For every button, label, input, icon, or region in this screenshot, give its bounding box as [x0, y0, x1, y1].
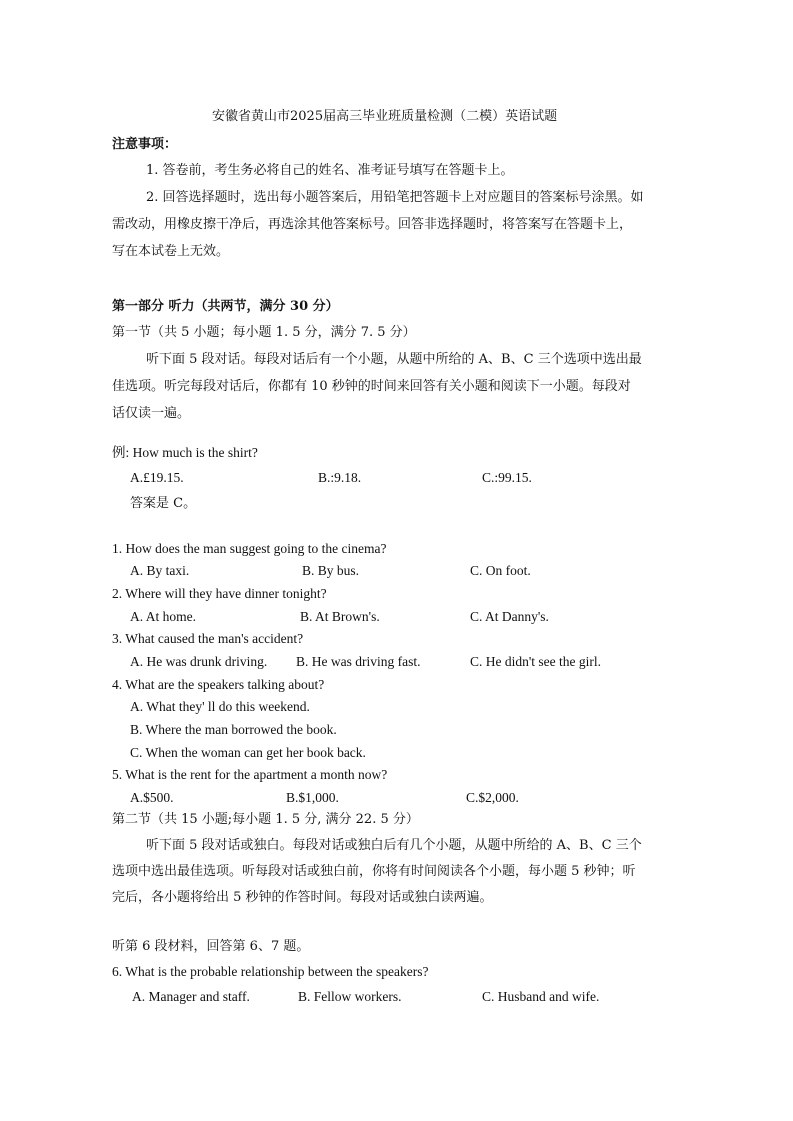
material-6-label: 听第 6 段材料，回答第 6、7 题。	[112, 939, 310, 954]
page-title: 安徽省黄山市2025届高三毕业班质量检测（二模）英语试题	[212, 109, 558, 124]
section1-instruction-line-1: 听下面 5 段对话。每段对话后有一个小题，从题中所给的 A、B、C 三个选项中选出最	[146, 352, 642, 367]
question-5-option-c: C.$2,000.	[466, 790, 519, 805]
question-3: 3. What caused the man's accident?	[112, 631, 304, 646]
question-4-option-c: C. When the woman can get her book back.	[130, 745, 366, 760]
question-2: 2. Where will they have dinner tonight?	[112, 586, 327, 601]
example-answer: 答案是 C。	[130, 496, 197, 511]
question-6-option-a: A. Manager and staff.	[132, 989, 250, 1004]
question-1-option-b: B. By bus.	[302, 563, 360, 578]
question-2-option-b: B. At Brown's.	[300, 609, 380, 624]
question-4-option-b: B. Where the man borrowed the book.	[130, 722, 337, 737]
notice-item-2-line-1: 2. 回答选择题时，选出每小题答案后，用铅笔把答题卡上对应题目的答案标号涂黑。如	[146, 190, 644, 205]
question-5-option-a: A.$500.	[130, 790, 174, 805]
question-4-option-a: A. What they' ll do this weekend.	[130, 699, 310, 714]
notice-item-2-line-2: 需改动，用橡皮擦干净后，再选涂其他答案标号。回答非选择题时，将答案写在答题卡上，	[112, 217, 633, 232]
notice-heading: 注意事项：	[112, 137, 178, 152]
example-option-b: B.:9.18.	[318, 470, 362, 485]
question-3-option-c: C. He didn't see the girl.	[470, 654, 602, 669]
section2-heading: 第二节（共 15 小题;每小题 1. 5 分, 满分 22. 5 分）	[112, 812, 419, 827]
example-option-c: C.:99.15.	[482, 470, 532, 485]
question-5: 5. What is the rent for the apartment a month now?	[112, 767, 388, 782]
section1-heading: 第一节（共 5 小题；每小题 1. 5 分，满分 7. 5 分）	[112, 325, 416, 340]
question-3-option-a: A. He was drunk driving.	[130, 654, 268, 669]
question-1: 1. How does the man suggest going to the cinema?	[112, 541, 387, 556]
example-option-a: A.£19.15.	[130, 470, 184, 485]
part1-heading: 第一部分 听力（共两节，满分 30 分）	[112, 299, 339, 314]
section1-instruction-line-3: 话仅读一遍。	[112, 406, 191, 421]
section2-instruction-line-1: 听下面 5 段对话或独白。每段对话或独白后有几个小题，从题中所给的 A、B、C 三个	[146, 838, 642, 853]
section2-instruction-line-2: 选项中选出最佳选项。听每段对话或独白前，你将有时间阅读各个小题，每小题 5 秒钟；听	[112, 864, 636, 879]
question-2-option-a: A. At home.	[130, 609, 196, 624]
question-6: 6. What is the probable relationship between the speakers?	[112, 964, 429, 979]
question-2-option-c: C. At Danny's.	[470, 609, 549, 624]
example-question: 例: How much is the shirt?	[112, 445, 258, 460]
question-6-option-c: C. Husband and wife.	[482, 989, 600, 1004]
section2-instruction-line-3: 完后，各小题将给出 5 秒钟的作答时间。每段对话或独白读两遍。	[112, 890, 493, 905]
notice-item-2-line-3: 写在本试卷上无效。	[112, 244, 230, 259]
question-5-option-b: B.$1,000.	[286, 790, 339, 805]
question-1-option-c: C. On foot.	[470, 563, 531, 578]
section1-instruction-line-2: 佳选项。听完每段对话后，你都有 10 秒钟的时间来回答有关小题和阅读下一小题。每段对	[112, 379, 631, 394]
question-3-option-b: B. He was driving fast.	[296, 654, 421, 669]
notice-item-1: 1. 答卷前，考生务必将自己的姓名、准考证号填写在答题卡上。	[146, 163, 514, 178]
question-6-option-b: B. Fellow workers.	[298, 989, 402, 1004]
question-1-option-a: A. By taxi.	[130, 563, 190, 578]
question-4: 4. What are the speakers talking about?	[112, 677, 325, 692]
